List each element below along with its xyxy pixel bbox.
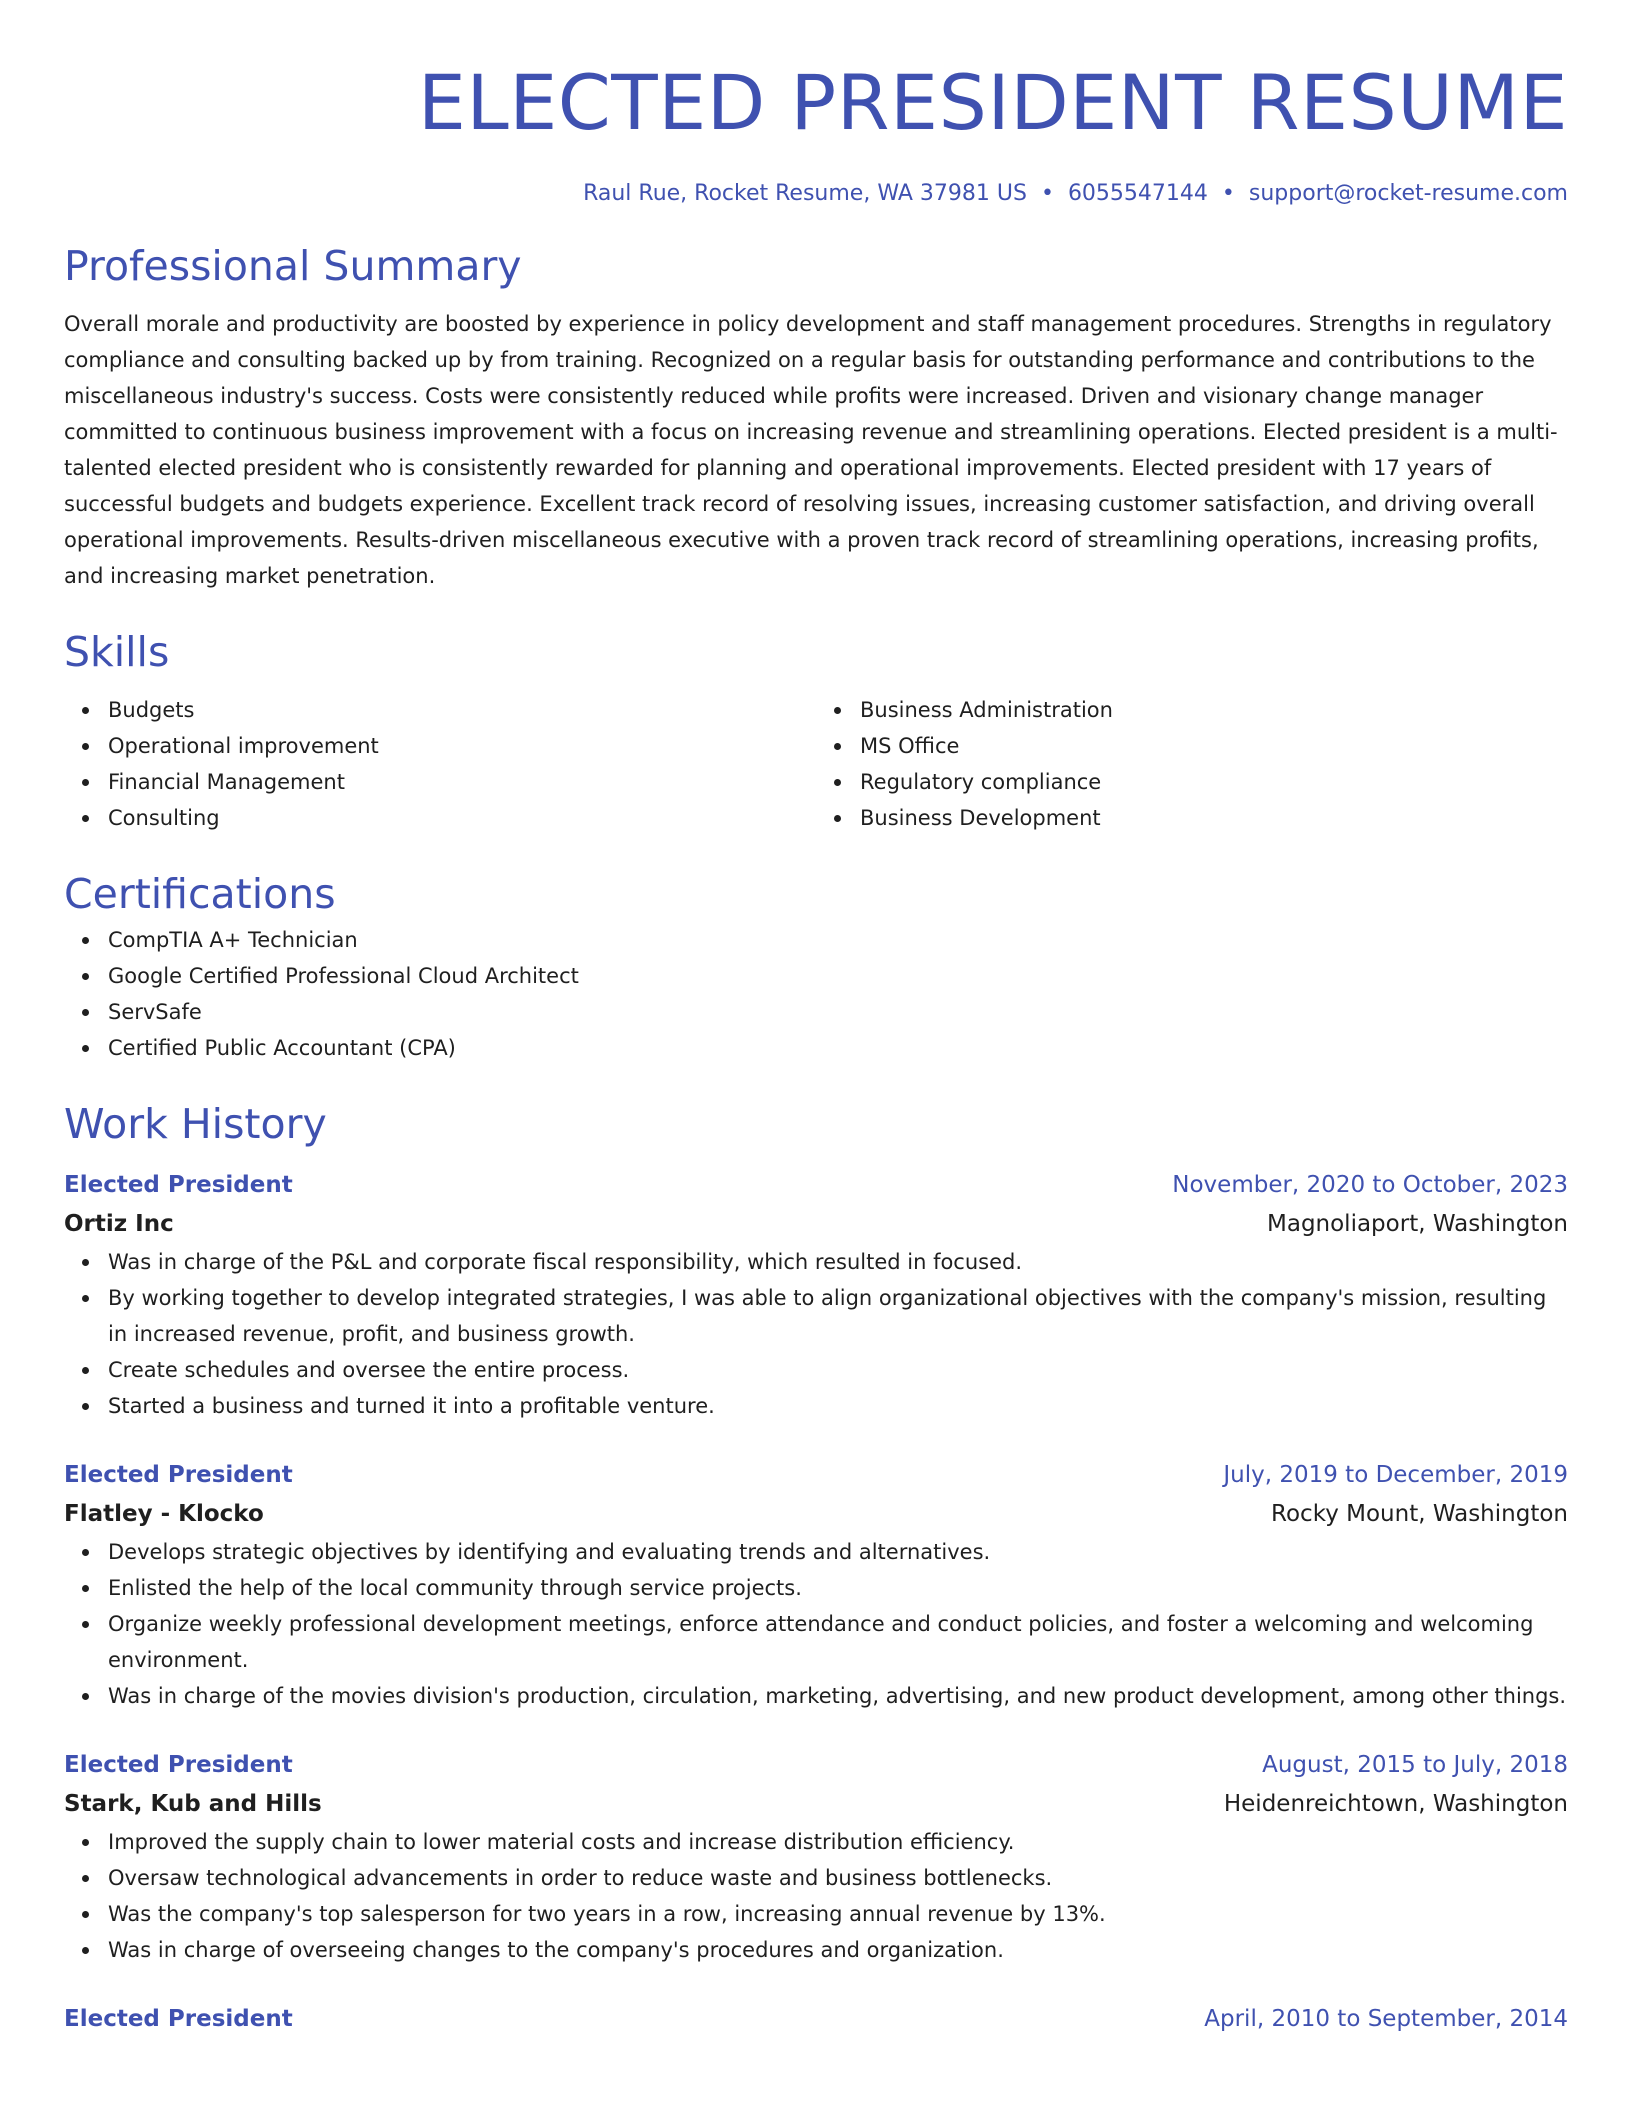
certifications-list: [64, 922, 1568, 1066]
skill-item: MS Office: [860, 728, 1568, 764]
job-company-row: [64, 1784, 1568, 1824]
job-title-row: [64, 1746, 1568, 1784]
job-duty-item: Was in charge of the P&L and corporate fiscal responsibility, which resulted in focused.: [108, 1244, 1568, 1280]
resume-header: [64, 0, 1568, 210]
job-title: Elected President: [64, 1462, 293, 1488]
contact-separator: •: [1040, 181, 1054, 206]
skill-item: Consulting: [108, 800, 816, 836]
job-duties-list: [64, 1824, 1568, 1968]
job-title: Elected President: [64, 1172, 293, 1198]
skill-item: Budgets: [108, 692, 816, 728]
skill-item: Regulatory compliance: [860, 764, 1568, 800]
resume-title: ELECTED PRESIDENT RESUME: [417, 58, 1568, 147]
job-entry: [64, 1456, 1568, 1714]
skill-item: Business Administration: [860, 692, 1568, 728]
job-location: Magnoliaport, Washington: [1267, 1211, 1568, 1237]
job-duties-list: [64, 1244, 1568, 1424]
job-title: Elected President: [64, 1752, 293, 1778]
section-title-skills: Skills: [64, 628, 170, 676]
skills-list-left: [64, 692, 816, 836]
section-title-work-history: Work History: [64, 1100, 327, 1148]
skills-list-right: [816, 692, 1568, 836]
skill-item: Financial Management: [108, 764, 816, 800]
section-title-summary: Professional Summary: [64, 242, 522, 290]
professional-summary-section: [64, 238, 1568, 594]
job-dates: August, 2015 to July, 2018: [1262, 1752, 1568, 1778]
job-location: Rocky Mount, Washington: [1271, 1501, 1568, 1527]
summary-paragraph: Overall morale and productivity are boosted by experience in policy development and staff management procedures. Strengths in regulatory compliance and consulting backed up by from training. Recognized on a regular basis for outstanding performance and contributions to the miscellaneous industry's success. Costs were consistently reduced while profits were increased. Driven and visionary change manager committed to continuous business improvement with a focus on increasing revenue and streamlining operations. Elected president is a multi-talented elected president who is consistently rewarded for planning and operational improvements. Elected president with 17 years of successful budgets and budgets experience. Excellent track record of resolving issues, increasing customer satisfaction, and driving overall operational improvements. Results-driven miscellaneous executive with a proven track record of streamlining operations, increasing profits, and increasing market penetration.: [64, 312, 1558, 588]
certification-item: Google Certified Professional Cloud Architect: [108, 958, 1568, 994]
job-entry: [64, 1166, 1568, 1424]
job-dates: July, 2019 to December, 2019: [1223, 1462, 1568, 1488]
job-duty-item: By working together to develop integrated strategies, I was able to align organizational objectives with the company's mission, resulting in increased revenue, profit, and business growth.: [108, 1280, 1568, 1352]
contact-email: support@rocket-resume.com: [1248, 181, 1568, 206]
job-duties-list: [64, 1534, 1568, 1714]
job-dates: April, 2010 to September, 2014: [1204, 2006, 1568, 2032]
certifications-section: [64, 866, 1568, 1066]
skill-item: Operational improvement: [108, 728, 816, 764]
certification-item: Certified Public Accountant (CPA): [108, 1030, 1568, 1066]
certification-item: CompTIA A+ Technician: [108, 922, 1568, 958]
job-title-row: [64, 1166, 1568, 1204]
job-duty-item: Oversaw technological advancements in order to reduce waste and business bottlenecks.: [108, 1860, 1568, 1896]
job-duty-item: Develops strategic objectives by identifying and evaluating trends and alternatives.: [108, 1534, 1568, 1570]
contact-separator: •: [1221, 181, 1235, 206]
job-company: Stark, Kub and Hills: [64, 1791, 322, 1817]
contact-line: [64, 178, 1568, 210]
certification-item: ServSafe: [108, 994, 1568, 1030]
job-duty-item: Was in charge of the movies division's production, circulation, marketing, advertising, and new product development, among other things.: [108, 1678, 1568, 1714]
job-dates: November, 2020 to October, 2023: [1172, 1172, 1568, 1198]
job-company: Ortiz Inc: [64, 1211, 174, 1237]
job-entry: [64, 1746, 1568, 1968]
job-title-row: [64, 1456, 1568, 1494]
work-history-section: [64, 1096, 1568, 2038]
job-duty-item: Was in charge of overseeing changes to the company's procedures and organization.: [108, 1932, 1568, 1968]
section-title-certifications: Certifications: [64, 870, 336, 918]
job-company-row: [64, 1204, 1568, 1244]
contact-phone: 6055547144: [1067, 181, 1208, 206]
job-title-row: [64, 2000, 1568, 2038]
job-company-row: [64, 1494, 1568, 1534]
job-duty-item: Organize weekly professional development meetings, enforce attendance and conduct policies, and foster a welcoming and welcoming environment.: [108, 1606, 1568, 1678]
skill-item: Business Development: [860, 800, 1568, 836]
job-duty-item: Create schedules and oversee the entire process.: [108, 1352, 1568, 1388]
job-title: Elected President: [64, 2006, 293, 2032]
job-entry: [64, 2000, 1568, 2038]
job-duty-item: Enlisted the help of the local community through service projects.: [108, 1570, 1568, 1606]
job-duty-item: Started a business and turned it into a profitable venture.: [108, 1388, 1568, 1424]
resume-page: [64, 0, 1568, 2038]
skills-grid: [64, 692, 1568, 836]
job-duty-item: Improved the supply chain to lower material costs and increase distribution efficiency.: [108, 1824, 1568, 1860]
job-company: Flatley - Klocko: [64, 1501, 264, 1527]
contact-address: Raul Rue, Rocket Resume, WA 37981 US: [583, 181, 1027, 206]
skills-section: [64, 624, 1568, 836]
job-location: Heidenreichtown, Washington: [1223, 1791, 1568, 1817]
job-duty-item: Was the company's top salesperson for two years in a row, increasing annual revenue by 13%.: [108, 1896, 1568, 1932]
